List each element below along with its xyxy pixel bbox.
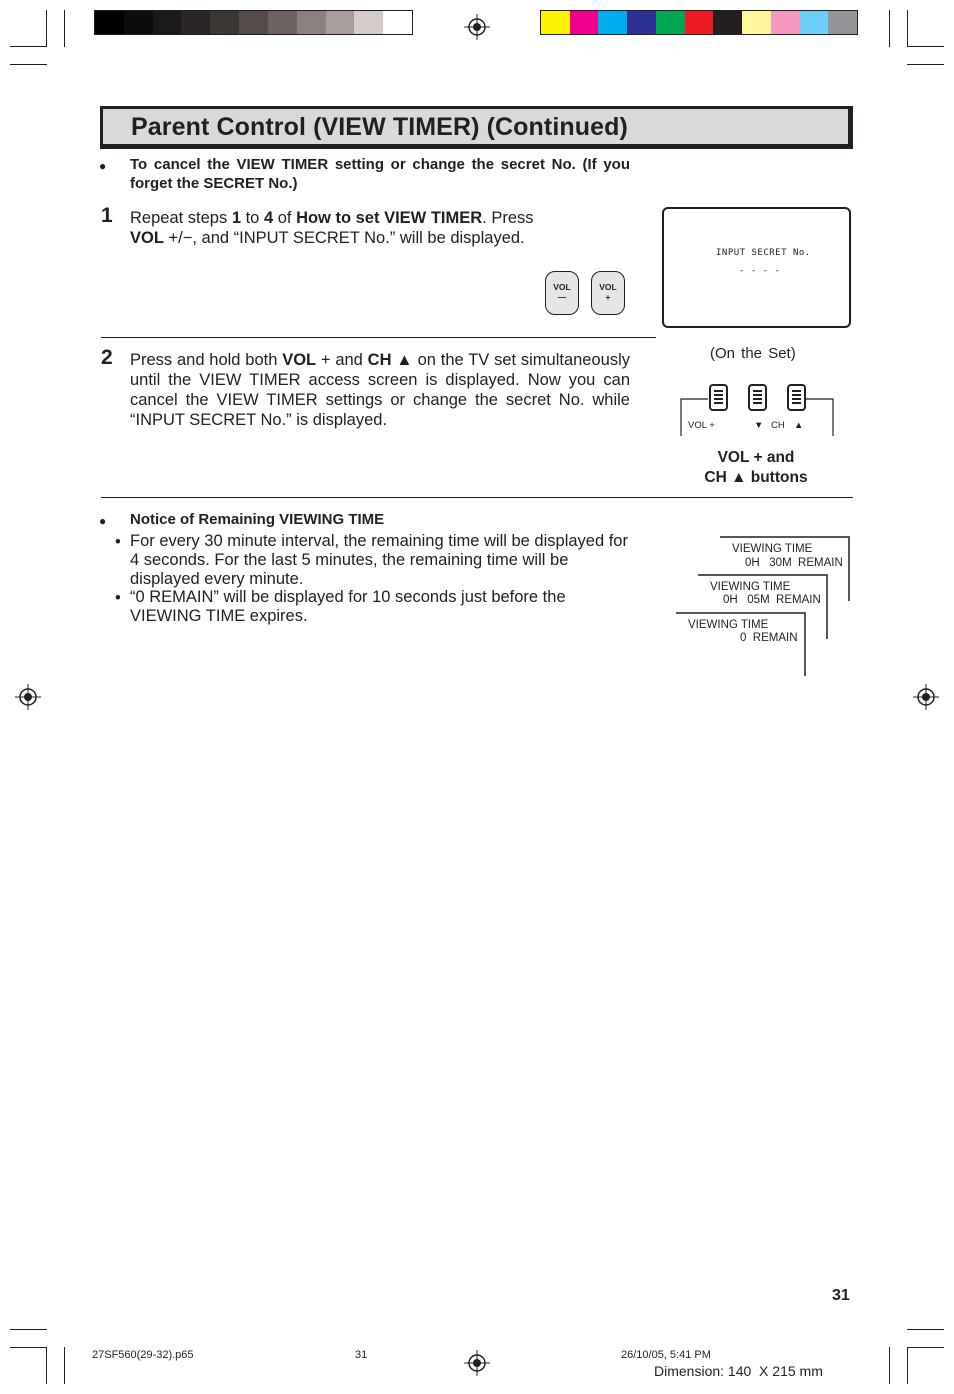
step-2-text-c: on the TV set simultaneously until the VIEW TIMER access screen is displayed. Now you can cancel the VIEW TIMER settings or change the secret No. while “INPUT SECRET No.” is displayed. [130,351,631,429]
crop-mark [10,1347,47,1348]
step-1-text [130,208,580,248]
crop-mark [907,10,908,47]
process-color-swatch [742,11,771,34]
notice-item-2: “0 REMAIN” will be displayed for 10 seconds just before the VIEWING TIME expires. [130,588,566,625]
gray-swatch [268,11,297,34]
divider [101,497,853,498]
footer-dimension: Dimension: 140 X 215 mm [654,1363,823,1379]
panel-vol-label: VOL + [688,420,715,431]
step-1-howto: How to set VIEW TIMER [296,209,483,227]
step-2-text [130,350,630,430]
step-1-ref-b: 4 [263,209,274,227]
notice-item-1: For every 30 minute interval, the remaining time will be displayed for 4 seconds. For the last 5 minutes, the remaining time will be displayed every minute. [130,532,628,588]
bullet-icon: ● [99,159,107,173]
crop-mark [907,1347,944,1348]
on-the-set-label: (On the Set) [710,345,796,362]
process-color-swatch [598,11,627,34]
panel-button-icon [788,385,805,410]
viewing-time-screen-3-value: 0 REMAIN [740,632,798,644]
process-color-swatch [541,11,570,34]
grayscale-color-bar [94,10,413,35]
viewing-time-screen-1-title: VIEWING TIME [732,543,813,555]
step-1-number: 1 [101,204,113,227]
gray-swatch [383,11,412,34]
gray-swatch [210,11,239,34]
step-1-vol: VOL [130,229,164,247]
step-2-number: 2 [101,346,113,369]
registration-mark-icon [913,684,939,710]
notice-heading: Notice of Remaining VIEWING TIME [130,511,385,528]
gray-swatch [239,11,268,34]
gray-swatch [181,11,210,34]
crop-mark [10,46,47,47]
tv-screen [662,207,851,328]
page-title: Parent Control (VIEW TIMER) (Continued) [131,113,628,141]
panel-button-icon [710,385,727,410]
gray-swatch [95,11,124,34]
gray-swatch [354,11,383,34]
screen-input-secret: INPUT SECRET No. [716,248,811,258]
viewing-time-screen-1-value: 0H 30M REMAIN [745,557,843,569]
notice-bullet-dot: • [115,589,121,607]
process-color-swatch [570,11,599,34]
registration-mark-icon [15,684,41,710]
process-color-swatch [800,11,829,34]
process-color-swatch [771,11,800,34]
step-2-vol: VOL [282,351,317,369]
footer-file-page: 31 [355,1349,368,1361]
crop-mark [889,10,890,47]
process-color-swatch [656,11,685,34]
screen-secret-dashes: - - - - [739,266,781,276]
footer-file: 27SF560(29-32).p65 [92,1349,194,1361]
page-title-box [100,106,853,149]
step-1-text-a: Repeat steps [130,209,232,227]
crop-mark [10,64,47,65]
vol-minus-label: VOL [553,282,571,292]
crop-mark [64,10,65,47]
panel-button-icon [749,385,766,410]
step-2-text-b: + and [316,351,368,369]
crop-mark [907,46,944,47]
viewing-time-screen-3-title: VIEWING TIME [688,619,769,631]
gray-swatch [153,11,182,34]
crop-mark [907,1329,944,1330]
gray-swatch [297,11,326,34]
step-1-text-b: to [241,209,264,227]
crop-mark [907,64,944,65]
crop-mark [907,1347,908,1384]
bullet-icon: ● [99,514,107,528]
crop-mark [10,1329,47,1330]
process-color-swatch [713,11,742,34]
crop-mark [64,1347,65,1384]
step-1-text-d: . Press [482,209,534,227]
step-1-ref-a: 1 [231,209,241,227]
process-color-swatch [627,11,656,34]
vol-plus-button [591,271,625,315]
crop-mark [46,1347,47,1384]
vol-plus-label: VOL [599,282,617,292]
divider [101,337,656,338]
process-color-swatch [828,11,857,34]
gray-swatch [326,11,355,34]
panel-ch-up-icon: ▲ [794,420,804,431]
registration-mark-icon [464,14,490,40]
vol-minus-sign: — [557,292,567,302]
process-color-swatch [685,11,714,34]
viewing-time-screen-2-title: VIEWING TIME [710,581,791,593]
vol-minus-button [545,271,579,315]
panel-ch-label: CH [771,420,785,431]
step-2-ch: CH ▲ [367,351,413,369]
panel-ch-down-icon: ▼ [754,420,764,431]
viewing-time-screen-2-value: 0H 05M REMAIN [723,594,821,606]
registration-mark-icon [464,1350,490,1376]
notice-bullet-dot: • [115,533,121,551]
process-color-bar [540,10,858,35]
crop-mark [46,10,47,47]
step-1-text-e: +/−, and “INPUT SECRET No.” will be displayed. [163,229,525,247]
step-2-text-a: Press and hold both [130,351,283,369]
gray-swatch [124,11,153,34]
footer-date: 26/10/05, 5:41 PM [621,1349,711,1361]
buttons-caption-line2: CH ▲ buttons [704,469,808,486]
cancel-heading: To cancel the VIEW TIMER setting or change the secret No. (If you forget the SECRET No.) [130,156,630,192]
step-1-text-c: of [273,209,297,227]
vol-plus-sign: + [605,292,611,302]
crop-mark [889,1347,890,1384]
buttons-caption-line1: VOL + and [717,449,795,466]
page-number: 31 [832,1287,850,1304]
